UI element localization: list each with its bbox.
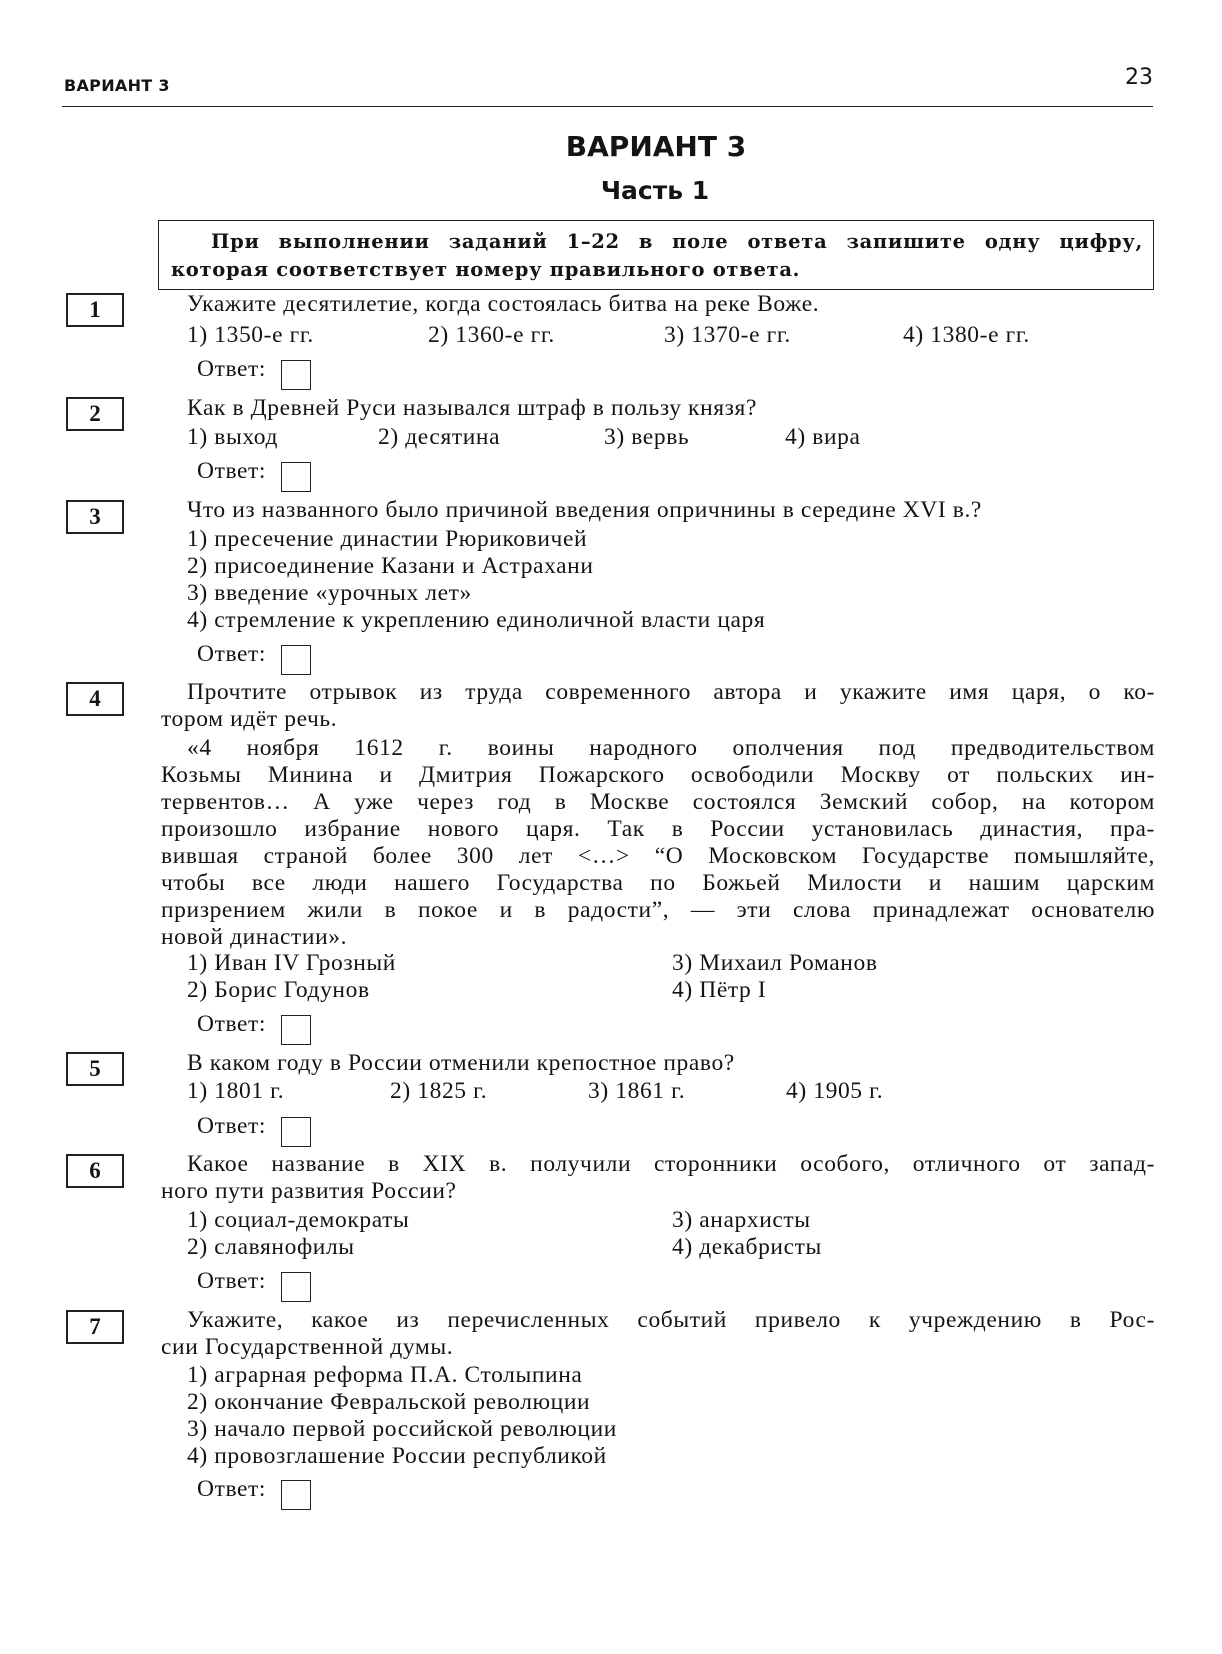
question-1-option-1: 1) 1350-е гг. (187, 322, 314, 348)
passage-line-4: произошло избрание нового царя. Так в России установилась династия, пра- (161, 816, 1155, 842)
question-number-7: 7 (66, 1310, 124, 1344)
question-4-option-3: 3) Михаил Романов (672, 950, 878, 976)
page-title: ВАРИАНТ 3 (565, 130, 747, 163)
header-rule (62, 106, 1153, 107)
passage-line-3: тервентов… А уже через год в Москве состоялся Земский собор, на котором (161, 789, 1155, 815)
question-number-4: 4 (66, 682, 124, 716)
answer-box-4[interactable] (281, 1015, 311, 1045)
question-4-option-2: 2) Борис Годунов (187, 977, 370, 1003)
question-1-option-2: 2) 1360-е гг. (428, 322, 555, 348)
question-6-text-line-2: ного пути развития России? (161, 1178, 457, 1204)
question-number-2: 2 (66, 397, 124, 431)
question-4-option-4: 4) Пётр I (672, 977, 767, 1003)
passage-line-8: новой династии». (161, 924, 348, 950)
question-4-option-1: 1) Иван IV Грозный (187, 950, 396, 976)
question-6-option-4: 4) декабристы (672, 1234, 822, 1260)
question-5-option-4: 4) 1905 г. (786, 1078, 884, 1104)
passage-line-6: чтобы все люди нашего Государства по Божьей Милости и нашим царским (161, 870, 1155, 896)
question-5-option-3: 3) 1861 г. (588, 1078, 686, 1104)
question-2-option-1: 1) выход (187, 424, 279, 450)
answer-box-6[interactable] (281, 1272, 311, 1302)
question-2-option-2: 2) десятина (378, 424, 501, 450)
question-7-option-2: 2) окончание Февральской революции (187, 1389, 591, 1415)
answer-box-5[interactable] (281, 1117, 311, 1147)
question-6-text-line-1: Какое название в XIX в. получили сторонники особого, отличного от запад- (187, 1151, 1155, 1177)
answer-label: Ответ: (197, 1113, 267, 1139)
answer-box-1[interactable] (281, 360, 311, 390)
question-4-text-line-1: Прочтите отрывок из труда современного автора и укажите имя царя, о ко- (187, 679, 1155, 705)
question-7-text-line-2: сии Государственной думы. (161, 1334, 454, 1360)
question-2-option-4: 4) вира (785, 424, 861, 450)
answer-label: Ответ: (197, 1476, 267, 1502)
question-number-3: 3 (66, 500, 124, 534)
question-2-option-3: 3) вервь (604, 424, 690, 450)
question-4-text-line-2: тором идёт речь. (161, 706, 338, 732)
question-6-option-3: 3) анархисты (672, 1207, 811, 1233)
question-7-option-3: 3) начало первой российской революции (187, 1416, 617, 1442)
question-1-option-4: 4) 1380-е гг. (903, 322, 1030, 348)
question-3-option-4: 4) стремление к укреплению единоличной власти царя (187, 607, 766, 633)
question-number-5: 5 (66, 1052, 124, 1086)
answer-box-3[interactable] (281, 645, 311, 675)
question-7-text-line-1: Укажите, какое из перечисленных событий привело к учреждению в Рос- (187, 1307, 1155, 1333)
running-header: ВАРИАНТ 3 (64, 76, 170, 95)
question-6-option-1: 1) социал-демократы (187, 1207, 410, 1233)
passage-line-5: вившая страной более 300 лет <…> “О Московском Государстве помышляйте, (161, 843, 1155, 869)
question-3-option-2: 2) присоединение Казани и Астрахани (187, 553, 594, 579)
question-number-1: 1 (66, 293, 124, 327)
instruction-box: При выполнении заданий 1–22 в поле ответа запишите одну цифру, которая соответствует номеру правильного ответа. (158, 220, 1154, 290)
answer-label: Ответ: (197, 1268, 267, 1294)
passage-line-2: Козьмы Минина и Дмитрия Пожарского освободили Москву от польских ин- (161, 762, 1155, 788)
answer-label: Ответ: (197, 641, 267, 667)
section-title: Часть 1 (600, 176, 710, 205)
passage-line-7: призрением жили в покое и в радости”, — эти слова принадлежат основателю (161, 897, 1155, 923)
question-2-text: Как в Древней Руси назывался штраф в пользу князя? (187, 395, 757, 421)
question-3-option-1: 1) пресечение династии Рюриковичей (187, 526, 588, 552)
answer-box-7[interactable] (281, 1480, 311, 1510)
question-5-text: В каком году в России отменили крепостное право? (187, 1050, 735, 1076)
question-7-option-4: 4) провозглашение России республикой (187, 1443, 607, 1469)
question-1-option-3: 3) 1370-е гг. (664, 322, 791, 348)
passage-line-1: «4 ноября 1612 г. воины народного ополчения под предводительством (187, 735, 1155, 761)
answer-label: Ответ: (197, 1011, 267, 1037)
answer-label: Ответ: (197, 356, 267, 382)
question-3-option-3: 3) введение «урочных лет» (187, 580, 472, 606)
question-5-option-1: 1) 1801 г. (187, 1078, 285, 1104)
question-5-option-2: 2) 1825 г. (390, 1078, 488, 1104)
question-3-text: Что из названного было причиной введения опричнины в середине XVI в.? (187, 497, 982, 523)
page-number: 23 (1125, 65, 1153, 90)
question-6-option-2: 2) славянофилы (187, 1234, 355, 1260)
question-1-text: Укажите десятилетие, когда состоялась битва на реке Воже. (187, 291, 820, 317)
question-number-6: 6 (66, 1154, 124, 1188)
answer-box-2[interactable] (281, 462, 311, 492)
question-7-option-1: 1) аграрная реформа П.А. Столыпина (187, 1362, 583, 1388)
answer-label: Ответ: (197, 458, 267, 484)
